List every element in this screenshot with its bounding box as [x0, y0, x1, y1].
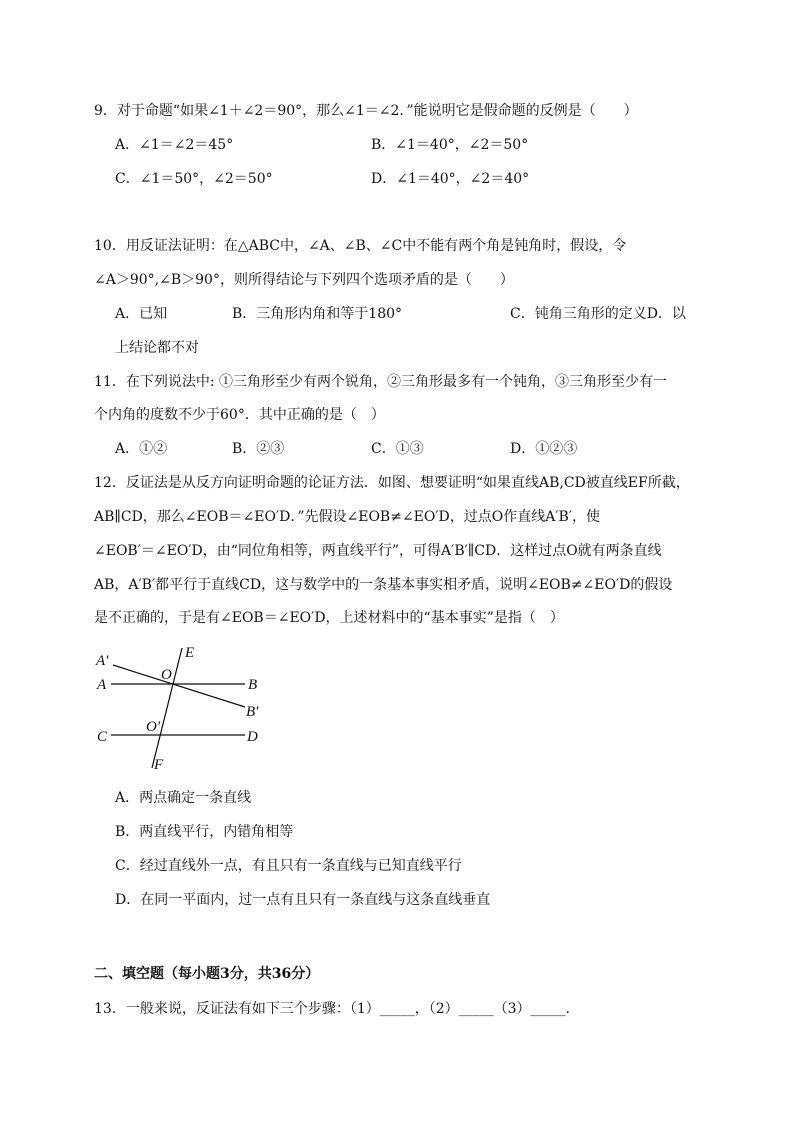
q12-line4: AB，A′B′都平行于直线CD，这与数学中的一条基本事实相矛盾，说明∠EOB≠∠EO′D的假设 — [94, 577, 673, 593]
q11-stem-line2: 个内角的度数不少于60°．其中正确的是（ ） — [94, 407, 385, 423]
q10-option-a: A．已知 — [115, 306, 168, 322]
q10-option-b: B．三角形内角和等于180° — [232, 306, 403, 322]
q13-stem: 13．一般来说，反证法有如下三个步骤：（1）_____，（2）_____（3）_____． — [94, 1001, 580, 1017]
q11-option-a: A．①② — [115, 441, 168, 457]
label-f: F — [154, 757, 164, 773]
label-b: B — [248, 677, 258, 693]
label-a-prime: A′ — [96, 653, 109, 669]
q12-line3: ∠EOB′＝∠EO′D，由“同位角相等，两直线平行”，可得A′B′∥CD．这样过点O就有两条直线 — [94, 543, 662, 559]
q11-option-c: C．①③ — [371, 441, 424, 457]
q10-stem-line1: 10．用反证法证明：在△ABC中，∠A、∠B、∠C中不能有两个角是钝角时，假设，令 — [94, 238, 627, 254]
q9-option-a: A．∠1＝∠2＝45° — [115, 137, 234, 153]
label-o-prime: O′ — [146, 719, 161, 735]
q10-option-c: C．钝角三角形的定义D．以 — [510, 306, 686, 322]
label-e: E — [185, 645, 195, 661]
q12-line5: 是不正确的，于是有∠EOB＝∠EO′D，上述材料中的“基本事实”是指（ ） — [94, 610, 564, 626]
line-a1b1 — [113, 665, 245, 707]
q9-option-c: C．∠1＝50°，∠2＝50° — [115, 171, 273, 187]
q10-option-cont: 上结论都不对 — [115, 340, 199, 356]
q12-line2: AB∥CD，那么∠EOB＝∠EO′D．”先假设∠EOB≠∠EO′D，过点O作直线A′B′，使 — [94, 509, 601, 525]
q9-option-d: D．∠1＝40°，∠2＝40° — [371, 171, 530, 187]
q11-option-d: D．①②③ — [510, 441, 578, 457]
q9-stem: 9．对于命题“如果∠1＋∠2＝90°，那么∠1＝∠2．”能说明它是假命题的反例是（ ） — [94, 103, 638, 119]
label-b-prime: B′ — [246, 704, 259, 720]
label-a: A — [97, 677, 107, 693]
q11-stem-line1: 11．在下列说法中: ①三角形至少有两个锐角，②三角形最多有一个钝角，③三角形至少有一 — [94, 374, 667, 390]
q12-option-c: C．经过直线外一点，有且只有一条直线与已知直线平行 — [115, 858, 462, 874]
line-ef — [152, 648, 182, 768]
q12-option-d: D．在同一平面内，过一点有且只有一条直线与这条直线垂直 — [115, 892, 491, 908]
q10-stem-line2: ∠A＞90°,∠B＞90°，则所得结论与下列四个选项矛盾的是（ ） — [94, 272, 514, 288]
label-o: O — [161, 667, 172, 683]
q11-option-b: B．②③ — [232, 441, 285, 457]
q12-option-a: A．两点确定一条直线 — [115, 790, 252, 806]
q12-line1: 12．反证法是从反方向证明命题的论证方法．如图、想要证明“如果直线AB,CD被直线EF所截， — [94, 475, 690, 491]
q9-option-b: B．∠1＝40°，∠2＝50° — [371, 137, 529, 153]
label-d: D — [247, 729, 258, 745]
label-c: C — [97, 729, 108, 745]
q12-option-b: B．两直线平行，内错角相等 — [115, 824, 294, 840]
section-heading: 二、填空题（每小题3分，共36分） — [94, 966, 320, 982]
